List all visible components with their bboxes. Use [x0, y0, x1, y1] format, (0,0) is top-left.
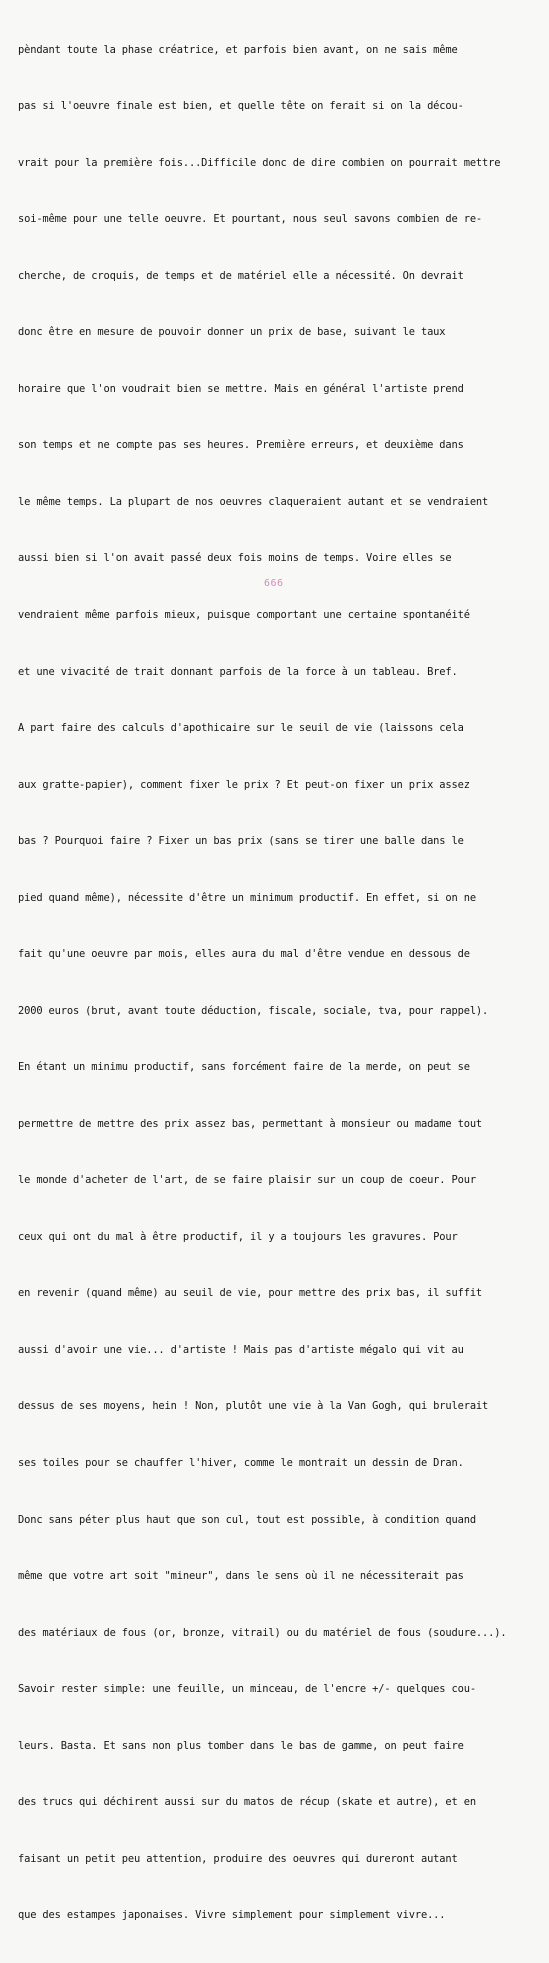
- text-line: et une vivacité de trait donnant parfois de la force à un tableau. Bref.: [18, 665, 458, 678]
- text-line: aux gratte-papier), comment fixer le prix ? Et peut-on fixer un prix assez: [18, 778, 470, 791]
- text-line: cherche, de croquis, de temps et de matériel elle a nécessité. On devrait: [18, 269, 464, 282]
- text-line: vrait pour la première fois...Difficile donc de dire combien on pourrait mettre: [18, 156, 501, 169]
- text-line: permettre de mettre des prix assez bas, permettant à monsieur ou madame tout: [18, 1117, 483, 1130]
- text-line: des trucs qui déchirent aussi sur du matos de récup (skate et autre), et en: [18, 1796, 476, 1809]
- text-line: donc être en mesure de pouvoir donner un prix de base, suivant le taux: [18, 326, 446, 339]
- text-line: que des estampes japonaises. Vivre simplement pour simplement vivre...: [18, 1909, 446, 1922]
- text-line: fait qu'une oeuvre par mois, elles aura du mal d'être vendue en dessous de: [18, 948, 470, 961]
- text-line: 2000 euros (brut, avant toute déduction, fiscale, sociale, tva, pour rappel).: [18, 1004, 489, 1017]
- text-line: pèndant toute la phase créatrice, et parfois bien avant, on ne sais même: [18, 43, 458, 56]
- text-line: même que votre art soit "mineur", dans le sens où il ne nécessiterait pas: [18, 1570, 464, 1583]
- text-line: le monde d'acheter de l'art, de se faire plaisir sur un coup de coeur. Pour: [18, 1174, 476, 1187]
- text-line: A part faire des calculs d'apothicaire sur le seuil de vie (laissons cela: [18, 722, 464, 735]
- text-line: son temps et ne compte pas ses heures. Première erreurs, et deuxième dans: [18, 439, 464, 452]
- text-line: horaire que l'on voudrait bien se mettre. Mais en général l'artiste prend: [18, 382, 464, 395]
- text-line: ses toiles pour se chauffer l'hiver, comme le montrait un dessin de Dran.: [18, 1456, 464, 1469]
- text-line: dessus de ses moyens, hein ! Non, plutôt une vie à la Van Gogh, qui brulerait: [18, 1400, 489, 1413]
- text-line: En étant un minimu productif, sans forcément faire de la merde, on peut se: [18, 1061, 470, 1074]
- text-line: faisant un petit peu attention, produire des oeuvres qui dureront autant: [18, 1852, 458, 1865]
- text-line: en revenir (quand même) au seuil de vie, pour mettre des prix bas, il suffit: [18, 1287, 483, 1300]
- text-line: bas ? Pourquoi faire ? Fixer un bas prix (sans se tirer une balle dans le: [18, 835, 464, 848]
- typed-text-body: [18, 3, 543, 1963]
- text-line: des matériaux de fous (or, bronze, vitrail) ou du matériel de fous (soudure...).: [18, 1626, 507, 1639]
- text-line: vendraient même parfois mieux, puisque comportant une certaine spontanéité: [18, 609, 470, 621]
- text-line: soi-même pour une telle oeuvre. Et pourtant, nous seul savons combien de re-: [18, 213, 483, 226]
- text-line: pied quand même), nécessite d'être un minimum productif. En effet, si on ne: [18, 891, 476, 904]
- text-line: leurs. Basta. Et sans non plus tomber dans le bas de gamme, on peut faire: [18, 1739, 464, 1752]
- text-line: Savoir rester simple: une feuille, un minceau, de l'encre +/- quelques cou-: [18, 1683, 476, 1696]
- page-number: 666: [264, 578, 284, 589]
- text-line: pas si l'oeuvre finale est bien, et quelle tête on ferait si on la décou-: [18, 100, 464, 113]
- text-line: aussi bien si l'on avait passé deux fois moins de temps. Voire elles se: [18, 552, 452, 565]
- text-line: Donc sans péter plus haut que son cul, tout est possible, à condition quand: [18, 1513, 476, 1526]
- text-line: ceux qui ont du mal à être productif, il y a toujours les gravures. Pour: [18, 1230, 458, 1243]
- text-line: le même temps. La plupart de nos oeuvres claqueraient autant et se vendraient: [18, 495, 489, 508]
- text-line: aussi d'avoir une vie... d'artiste ! Mais pas d'artiste mégalo qui vit au: [18, 1343, 464, 1356]
